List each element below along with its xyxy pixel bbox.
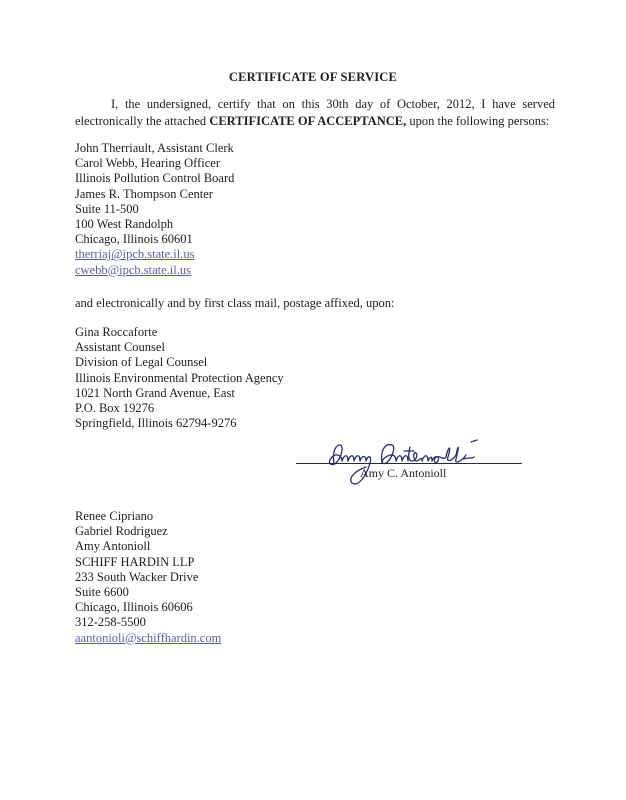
electronic-recipients-block <box>75 141 234 278</box>
address-line: Springfield, Illinois 62794-9276 <box>75 416 237 431</box>
address-line: Chicago, Illinois 60601 <box>75 232 193 247</box>
address-line: Division of Legal Counsel <box>75 355 208 370</box>
email-link-therriault[interactable]: therriaj@ipcb.state.il.us <box>75 247 195 262</box>
counsel-line: 312-258-5500 <box>75 615 146 630</box>
address-line: 1021 North Grand Avenue, East <box>75 385 235 400</box>
document-title: CERTIFICATE OF SERVICE <box>228 70 398 84</box>
address-line: P.O. Box 19276 <box>75 401 155 416</box>
address-line: Suite 11-500 <box>75 201 139 216</box>
address-line: Illinois Pollution Control Board <box>75 171 235 186</box>
counsel-line: Suite 6600 <box>75 585 129 600</box>
address-line: James R. Thompson Center <box>75 186 213 201</box>
intro-text-1: I, the undersigned, certify that on this 30th day of October, 2012, I have served electronically the attached <box>75 97 555 128</box>
service-method-line: and electronically and by first class mail, postage affixed, upon: <box>75 296 395 310</box>
email-link-antonioli[interactable]: aantonioli@schiffhardin.com <box>75 630 222 645</box>
signature-block <box>296 437 526 497</box>
certification-paragraph <box>75 96 555 130</box>
email-link-webb[interactable]: cwebb@ipcb.state.il.us <box>75 262 191 277</box>
address-line: Assistant Counsel <box>75 340 165 355</box>
address-line: Carol Webb, Hearing Officer <box>75 156 221 171</box>
intro-document-name: CERTIFICATE OF ACCEPTANCE, <box>209 114 407 128</box>
counsel-line: 233 South Wacker Drive <box>75 569 199 584</box>
mail-recipients-block <box>75 325 284 431</box>
counsel-line: Renee Cipriano <box>75 509 154 523</box>
intro-text-2: upon the following persons: <box>406 114 550 128</box>
signature-line <box>296 463 522 464</box>
counsel-line: SCHIFF HARDIN LLP <box>75 554 195 569</box>
address-line: Gina Roccaforte <box>75 325 158 339</box>
counsel-line: Amy Antonioll <box>75 539 151 554</box>
counsel-line: Chicago, Illinois 60606 <box>75 600 193 615</box>
counsel-line: Gabriel Rodriguez <box>75 524 168 539</box>
address-line: Illinois Environmental Protection Agency <box>75 370 284 385</box>
address-line: John Therriault, Assistant Clerk <box>75 141 234 155</box>
signatory-printed-name: Amy C. Antonioll <box>360 466 447 480</box>
counsel-block <box>75 509 221 646</box>
address-line: 100 West Randolph <box>75 217 174 232</box>
